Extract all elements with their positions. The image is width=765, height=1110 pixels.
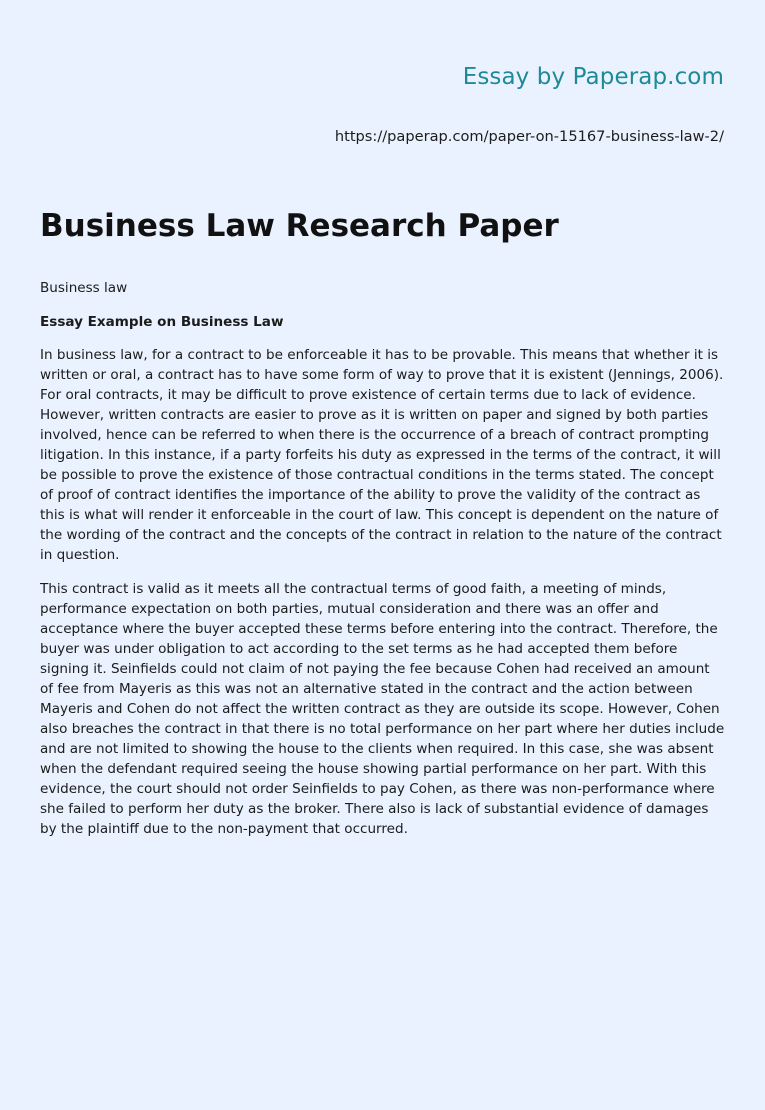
essay-body [40, 278, 726, 853]
site-brand-link[interactable]: Essay by Paperap.com [462, 64, 724, 90]
essay-subheading: Essay Example on Business Law [40, 314, 284, 330]
source-url-link[interactable]: https://paperap.com/paper-on-15167-business-law-2/ [334, 128, 724, 145]
essay-paragraph: This contract is valid as it meets all the contractual terms of good faith, a meeting of minds, performance expectation on both parties, mutual consideration and there was an offer and acceptance where the buyer accepted these terms before entering into the contract. Therefore, the buyer was under obligation to act according to the set terms as he had accepted them before signing it. Seinfields could not claim of not paying the fee because Cohen had received an amount of fee from Mayeris as this was not an alternative stated in the contract and the action between Mayeris and Cohen do not affect the written contract as they are outside its scope. However, Cohen also breaches the contract in that there is no total performance on her part where her duties include and are not limited to showing the house to the clients when required. In this case, she was absent when the defendant required seeing the house showing partial performance on her part. With this evidence, the court should not order Seinfields to pay Cohen, as there was non-performance where she failed to perform her duty as the broker. There also is lack of substantial evidence of damages by the plaintiff due to the non-payment that occurred. [40, 581, 725, 837]
essay-paragraph: In business law, for a contract to be enforceable it has to be provable. This means that whether it is written or oral, a contract has to have some form of way to prove that it is existent (Jennings, 2006). For oral contracts, it may be difficult to prove existence of certain terms due to lack of evidence. However, written contracts are easier to prove as it is written on paper and signed by both parties involved, hence can be referred to when there is the occurrence of a breach of contract prompting litigation. In this instance, if a party forfeits his duty as expressed in the terms of the contract, it will be possible to prove the existence of those contractual conditions in the terms stated. The concept of proof of contract identifies the importance of the ability to prove the validity of the contract as this is what will render it enforceable in the court of law. This concept is dependent on the nature of the wording of the contract and the concepts of the contract in relation to the nature of the contract in question. [40, 347, 724, 563]
essay-subject: Business law [40, 280, 128, 296]
page-title: Business Law Research Paper [40, 208, 559, 244]
